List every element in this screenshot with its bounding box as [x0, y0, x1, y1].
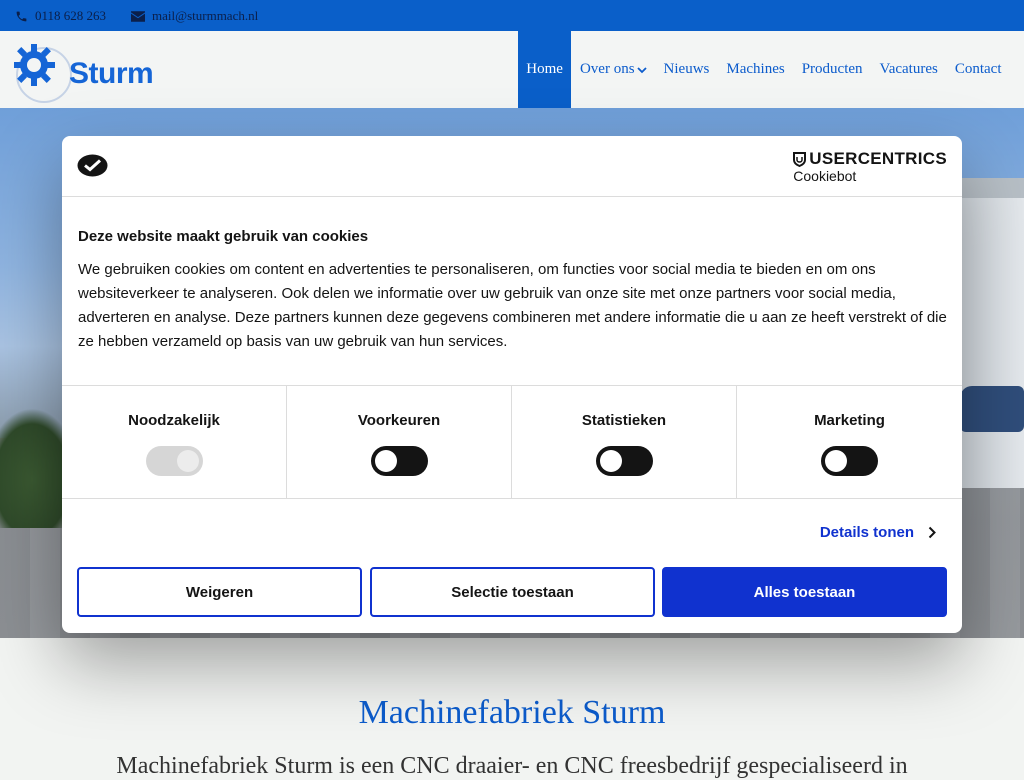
nav-home-label: Home — [526, 61, 563, 77]
chevron-down-icon — [637, 66, 647, 74]
category-statistics-label: Statistieken — [581, 412, 667, 429]
nav-machines-label: Machines — [726, 61, 785, 77]
toggle-knob — [600, 450, 622, 472]
marketing-toggle[interactable] — [821, 446, 878, 476]
phone-contact[interactable] — [15, 8, 106, 24]
nav-producten-label: Producten — [801, 61, 863, 77]
category-necessary-label: Noodzakelijk — [128, 412, 220, 429]
nav-vacatures-label: Vacatures — [879, 61, 938, 77]
envelope-icon — [131, 11, 145, 22]
nav-nieuws-label: Nieuws — [663, 61, 710, 77]
nav-nieuws[interactable] — [655, 31, 718, 108]
site-logo[interactable] — [14, 39, 164, 105]
site-header — [0, 31, 1024, 108]
cookiebot-wordmark: Cookiebot — [793, 168, 857, 184]
toggle-knob — [825, 450, 847, 472]
nav-over-ons[interactable] — [571, 31, 655, 108]
deny-button[interactable]: Weigeren — [77, 567, 362, 617]
nav-contact[interactable] — [946, 31, 1010, 108]
category-preferences — [287, 386, 512, 498]
phone-icon — [15, 10, 28, 23]
hero-car — [960, 386, 1024, 432]
nav-producten[interactable] — [793, 31, 871, 108]
nav-machines[interactable] — [718, 31, 793, 108]
allow-selection-button[interactable]: Selectie toestaan — [370, 567, 655, 617]
cookie-dialog-header — [62, 136, 962, 197]
hero-building-roof — [962, 178, 1024, 198]
category-marketing — [737, 386, 962, 498]
cookie-consent-dialog — [62, 136, 962, 633]
category-preferences-label: Voorkeuren — [357, 412, 441, 429]
category-statistics — [512, 386, 737, 498]
show-details-label: Details tonen — [819, 524, 914, 541]
cookie-title: Deze website maakt gebruik van cookies — [78, 228, 369, 245]
intro-text: Machinefabriek Sturm is een CNC draaier- en CNC freesbedrijf gespecialiseerd in — [116, 753, 908, 779]
toggle-knob — [177, 450, 199, 472]
category-marketing-label: Marketing — [814, 412, 885, 429]
main-navigation — [518, 31, 1010, 108]
cookie-category-toggles — [62, 385, 962, 499]
page-title: Machinefabriek Sturm — [358, 694, 666, 731]
nav-over-ons-label: Over ons — [579, 61, 635, 77]
category-necessary — [62, 386, 287, 498]
nav-contact-label: Contact — [954, 61, 1002, 77]
usercentrics-wordmark: USERCENTRICS — [809, 149, 947, 168]
phone-number[interactable]: 0118 628 263 — [35, 8, 107, 23]
allow-all-button[interactable]: Alles toestaan — [662, 567, 947, 617]
cookie-description: We gebruiken cookies om content en advertenties te personaliseren, om functies voor social media te bieden en om ons websiteverkeer te analyseren. Ook delen we informatie over uw gebruik van onze site met onze partners voor social media, adverteren en analyse. Deze partners kunnen deze gegevens combineren met andere informatie die u aan ze heeft verstrekt of die ze hebben verzameld op basis van uw gebruik van hun services. — [78, 261, 947, 350]
statistics-toggle[interactable] — [596, 446, 653, 476]
cookie-dialog-body — [78, 228, 948, 354]
show-details-link[interactable] — [820, 524, 936, 541]
email-address[interactable]: mail@sturmmach.nl — [152, 8, 259, 23]
email-contact[interactable] — [131, 8, 258, 24]
toggle-knob — [375, 450, 397, 472]
preferences-toggle[interactable] — [371, 446, 428, 476]
shield-icon — [793, 152, 806, 167]
chevron-right-icon — [928, 526, 936, 539]
nav-vacatures[interactable] — [871, 31, 946, 108]
usercentrics-brand[interactable] — [793, 150, 947, 184]
top-contact-bar — [0, 0, 1024, 31]
logo-wordmark: Sturm — [69, 57, 154, 90]
necessary-toggle — [146, 446, 203, 476]
cookiebot-logo-icon — [77, 153, 108, 177]
nav-home[interactable] — [518, 31, 572, 108]
